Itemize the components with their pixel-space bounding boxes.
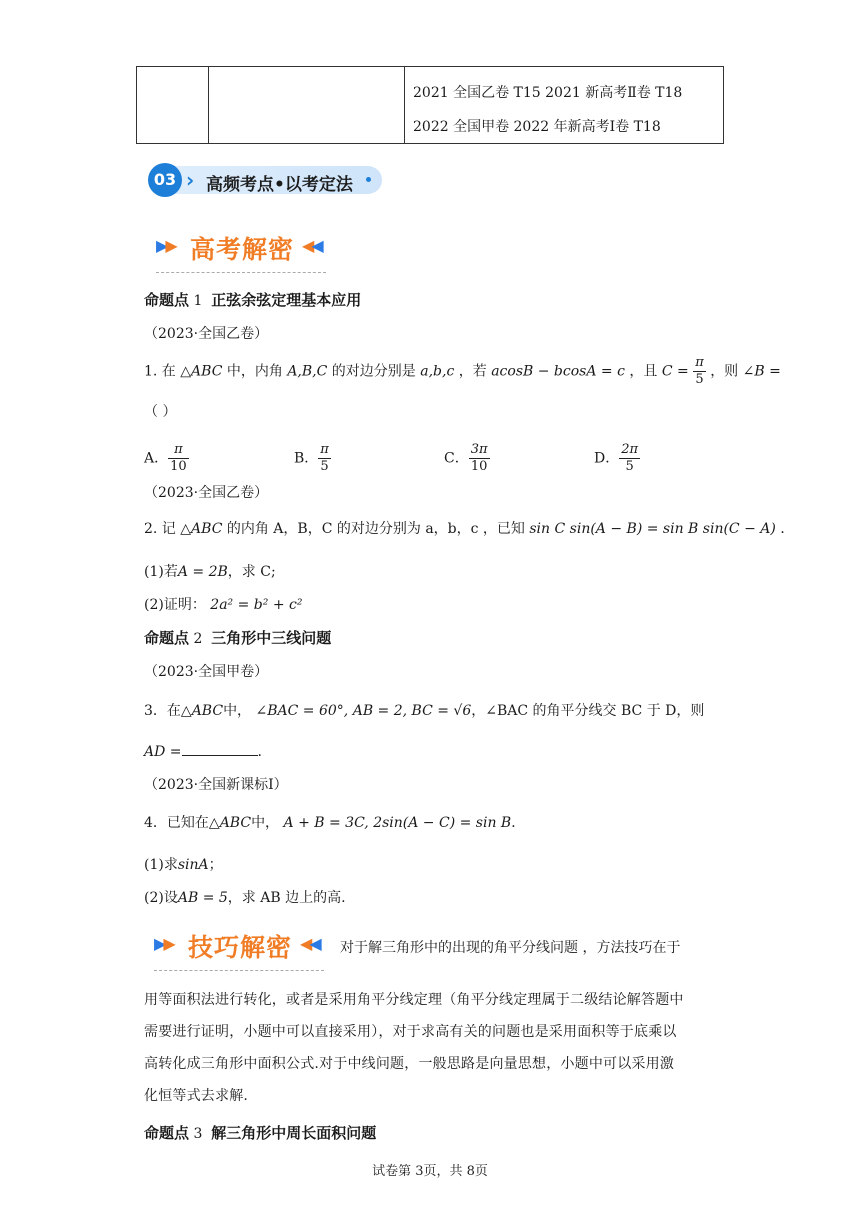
q-math: C = [661, 363, 689, 380]
q-text: ，则 [710, 363, 739, 380]
question-1 [144, 355, 781, 388]
q-text: 中，内角 [226, 363, 283, 380]
double-arrow-left-icon: ◀◀ [302, 236, 321, 255]
double-arrow-right-icon: ▶▶ [156, 236, 175, 255]
topic-number: 1 [193, 293, 203, 309]
header-underline [156, 272, 326, 273]
q-text: 的对边分别是 [331, 363, 416, 380]
q-text: ，且 [629, 363, 658, 380]
dot-icon [366, 177, 371, 182]
topic-label: 命题点 [144, 291, 190, 309]
header-underline [154, 970, 324, 971]
q-text: ． [780, 521, 795, 537]
question-2-part-1: (1)若A = 2B，求 C; [144, 564, 276, 580]
q-math: sin C sin(A − B) = sin B sin(C − A) [529, 521, 776, 537]
q-text: 1. 在 [144, 363, 176, 380]
q-text: 的内角 A，B，C 的对边分别为 a，b，c ，已知 [226, 521, 525, 537]
tip-text-line: 需要进行证明，小题中可以直接采用），对于求高有关的问题也是采用面积等于底乘以 [144, 1024, 677, 1040]
q-math: A,B,C [287, 363, 328, 380]
section-banner-03 [148, 162, 384, 198]
q-math: acosB − bcosA = c [491, 363, 625, 380]
section-header-jiqiao [154, 926, 326, 966]
tip-text-line: 用等面积法进行转化，或者是采用角平分线定理（角平分线定理属于二级结论解答题中 [144, 992, 684, 1008]
section-title: 高考解密 [190, 235, 295, 264]
choice-b: B． $\frac{\pi}{5}$ [294, 442, 329, 474]
double-arrow-left-icon: ◀◀ [300, 934, 319, 953]
question-source: （2023·全国新课标I） [144, 777, 288, 793]
tip-text-line: 高转化成三角形中面积公式.对于中线问题，一般思路是向量思想，小题中可以采用激 [144, 1056, 675, 1072]
tip-text-line: 对于解三角形中的出现的角平分线问题 ，方法技巧在于 [340, 940, 681, 956]
question-source: （2023·全国甲卷） [144, 664, 269, 680]
chevron-right-icon: › [186, 168, 195, 192]
q-math: ∠B = [742, 363, 781, 380]
q-math: a,b,c [420, 363, 455, 380]
tip-text-line: 化恒等式去求解. [144, 1088, 249, 1104]
banner-title: 高频考点•以考定法 [206, 175, 353, 195]
fraction: $\frac{\pi}{5}$ [695, 355, 704, 387]
q-math: △ABC [180, 363, 223, 380]
question-3-answer: AD = . [144, 741, 262, 760]
topic-heading-3: 命题点 3 解三角形中周长面积问题 [144, 1124, 377, 1142]
q-text: 2. 记 [144, 521, 176, 537]
question-4-part-2: (2)设AB = 5，求 AB 边上的高. [144, 890, 346, 906]
answer-paren: （ ） [144, 404, 177, 420]
table-divider [208, 67, 209, 143]
section-title: 技巧解密 [188, 933, 293, 962]
question-2 [144, 518, 794, 538]
question-4: 4．已知在△ABC中， A + B = 3C, 2sin(A − C) = sin B． [144, 815, 526, 831]
choice-c: C． $\frac{3\pi}{10}$ [444, 442, 488, 474]
choice-list [144, 432, 664, 472]
banner-number: 03 [148, 163, 182, 197]
section-header-gaokao [156, 228, 328, 268]
page-footer: 试卷第 3页，共 8页 [372, 1164, 488, 1179]
double-arrow-right-icon: ▶▶ [154, 934, 173, 953]
question-4-part-1: (1)求sinA； [144, 857, 223, 873]
table-cell-row2: 2022 全国甲卷 2022 年新高考Ⅰ卷 T18 [413, 119, 661, 135]
topic-heading-1 [144, 289, 361, 310]
question-source: （2023·全国乙卷） [144, 326, 269, 342]
choice-d: D． $\frac{2\pi}{5}$ [594, 442, 639, 474]
q-math: △ABC [180, 521, 223, 537]
topic-title: 正弦余弦定理基本应用 [211, 291, 362, 309]
exam-source-table [136, 66, 724, 144]
question-2-part-2: (2)证明： 2a² = b² + c² [144, 597, 303, 613]
table-divider [404, 67, 405, 143]
table-cell-row1: 2021 全国乙卷 T15 2021 新高考Ⅱ卷 T18 [413, 85, 683, 101]
question-3: 3．在△ABC中， ∠BAC = 60°, AB = 2, BC = √6，∠BAC 的角平分线交 BC 于 D，则 [144, 703, 705, 719]
choice-a: A． $\frac{\pi}{10}$ [144, 442, 187, 474]
answer-blank[interactable] [182, 741, 258, 756]
q-text: ，若 [458, 363, 487, 380]
question-source: （2023·全国乙卷） [144, 485, 269, 501]
topic-heading-2: 命题点 2 三角形中三线问题 [144, 629, 332, 647]
